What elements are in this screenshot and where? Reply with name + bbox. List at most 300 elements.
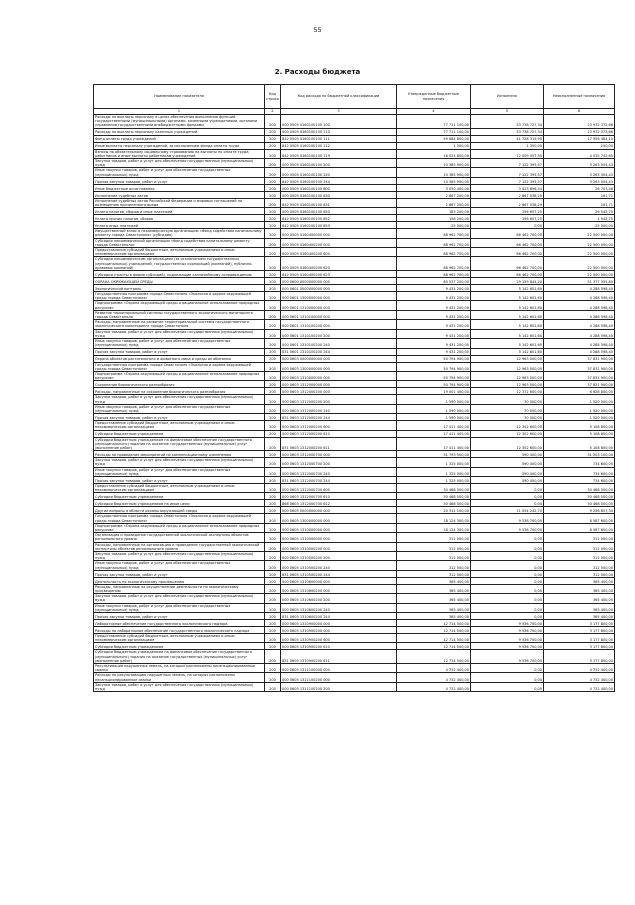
cell-approved: 17 411 400,00	[397, 437, 471, 451]
cell-executed: 70 000,00	[471, 395, 544, 404]
cell-line-code: 200	[265, 584, 281, 593]
table-row	[94, 430, 615, 437]
cell-unexecuted: 161,71	[544, 191, 615, 198]
cell-kbk: 831 0603 1312000700 244	[281, 476, 397, 483]
cell-approved: 1 590 000,00	[397, 404, 471, 413]
cell-line-code: 200	[265, 493, 281, 500]
cell-line-code: 200	[265, 476, 281, 483]
cell-unexecuted: 51 377 355,80	[544, 278, 615, 285]
cell-approved: 10 385 900,00	[397, 177, 471, 184]
cell-kbk: 000 0603 1300000000 000	[281, 362, 397, 371]
table-header-row	[94, 85, 615, 109]
cell-executed: 66 462 700,00	[471, 248, 544, 257]
cell-executed: 9 536 700,00	[471, 627, 544, 634]
cell-executed: 66 462 700,00	[471, 257, 544, 271]
cell-name: Уплата налогов, сборов и иных платежей	[94, 208, 265, 215]
cell-line-code: 200	[265, 177, 281, 184]
cell-unexecuted: 22 500 000,00	[544, 248, 615, 257]
table-row	[94, 458, 615, 467]
cell-approved: 80 537 200,00	[397, 278, 471, 285]
cell-line-code: 200	[265, 135, 281, 142]
table-row	[94, 388, 615, 395]
cell-line-code: 200	[265, 248, 281, 257]
cell-kbk: 000 0601 0000000000 000	[281, 285, 397, 292]
cell-kbk: 000 0603 1312000200 600	[281, 421, 397, 430]
cell-unexecuted: 26 703,46	[544, 184, 615, 191]
cell-name: Экологический контроль	[94, 285, 265, 292]
cell-kbk: 000 0505 0160100100 800	[281, 184, 397, 191]
cell-name: Имущественный взнос в некоммерческую организацию «Фонд содействия капитальному ремонту города Севастополя» (субсидия)	[94, 229, 265, 238]
cell-kbk: 000 0505 0160100100 100	[281, 115, 397, 129]
cell-kbk: 000 0605 1311100200 200	[281, 682, 397, 691]
cell-approved: 59 684 800,00	[397, 135, 471, 142]
table-row	[94, 603, 615, 612]
cell-unexecuted: 4 732 400,00	[544, 682, 615, 691]
table-row	[94, 362, 615, 371]
cell-name: Иные выплаты персоналу учреждений, за исключением фонда оплаты труда	[94, 142, 265, 149]
cell-executed: 5 142 601,60	[471, 320, 544, 329]
cell-approved: 50 794 900,00	[397, 381, 471, 388]
cell-name: Охрана объектов растительного и животного мира и среды их обитания	[94, 355, 265, 362]
cell-unexecuted: 150,00	[544, 142, 615, 149]
cell-line-code: 200	[265, 421, 281, 430]
cell-kbk: 000 0605 1310900200 000	[281, 627, 397, 634]
cell-name: Иные закупки товаров, работ и услуг для обеспечения государственных (муниципальных) нужд	[94, 467, 265, 476]
table-row	[94, 177, 615, 184]
cell-approved: 365 400,00	[397, 603, 471, 612]
cell-name: Закупка товаров, работ и услуг для обеспечения государственных (муниципальных) нужд	[94, 594, 265, 603]
cell-executed: 66 462 700,00	[471, 229, 544, 238]
cell-kbk: 842 0505 0160100100 852	[281, 215, 397, 222]
cell-kbk: 842 0505 0160100100 244	[281, 177, 397, 184]
cell-executed: 590 400,00	[471, 458, 544, 467]
cell-executed: 5 142 601,60	[471, 310, 544, 319]
table-body	[94, 115, 615, 692]
cell-kbk: 868 0603 1312000700 612	[281, 500, 397, 507]
cell-name: Прочая закупка товаров, работ и услуг	[94, 414, 265, 421]
cell-unexecuted: 6 628 800,00	[544, 388, 615, 395]
cell-approved: 12 714 500,00	[397, 634, 471, 643]
table-row	[94, 371, 615, 380]
cell-approved: 158 200,00	[397, 215, 471, 222]
cell-name: Субсидии бюджетным учреждениям на финансовое обеспечение государственного (муниципального) задания на оказание государственных (муниципальных) услуг (выполнение работ)	[94, 437, 265, 451]
cell-line-code: 200	[265, 561, 281, 570]
cell-kbk: 000 0603 0000000000 000	[281, 355, 397, 362]
cell-name: Исполнение судебных актов	[94, 191, 265, 198]
table-row	[94, 650, 615, 664]
cell-approved: 77 711 100,00	[397, 128, 471, 135]
cell-unexecuted: 3 263 504,43	[544, 168, 615, 177]
table-row	[94, 320, 615, 329]
cell-unexecuted: 31 203 100,00	[544, 451, 615, 458]
cell-approved: 2 867 200,00	[397, 198, 471, 207]
table-row	[94, 613, 615, 620]
cell-kbk: 000 0603 1312000200 240	[281, 404, 397, 413]
section-title: 2. Расходы бюджета	[274, 68, 361, 76]
cell-executed: 0,00	[471, 483, 544, 492]
cell-line-code: 200	[265, 514, 281, 523]
table-row	[94, 159, 615, 168]
cell-name: Субсидии бюджетным учреждениям	[94, 493, 265, 500]
cell-executed: 590 400,00	[471, 467, 544, 476]
table-row	[94, 355, 615, 362]
cell-line-code: 200	[265, 682, 281, 691]
cell-unexecuted: 17 956 484,10	[544, 135, 615, 142]
cell-approved: 1 325 000,00	[397, 476, 471, 483]
cell-kbk: 000 0601 1310100000 000	[281, 310, 397, 319]
cell-approved: 365 400,00	[397, 577, 471, 584]
table-row	[94, 507, 615, 514]
column-number: 6	[544, 109, 615, 115]
cell-name: Государственная программа города Севастополя «Экология и охрана окружающей среды города Севастополя»	[94, 514, 265, 523]
cell-name: Закупка товаров, работ и услуг для обеспечения государственных (муниципальных) нужд	[94, 458, 265, 467]
cell-name: Субсидия некоммерческой организации «Фонд содействия капитальному ремонту города Севастополя»	[94, 238, 265, 247]
cell-kbk: 000 0605 1310500000 000	[281, 533, 397, 542]
cell-approved: 365 400,00	[397, 594, 471, 603]
cell-approved: 12 714 500,00	[397, 627, 471, 634]
cell-line-code: 200	[265, 570, 281, 577]
cell-unexecuted: 312 000,00	[544, 561, 615, 570]
table-row	[94, 191, 615, 198]
cell-executed: 66 462 700,00	[471, 271, 544, 278]
cell-approved: 50 794 900,00	[397, 371, 471, 380]
cell-kbk: 831 0605 1310900200 611	[281, 650, 397, 664]
cell-name: Иные закупки товаров, работ и услуг для обеспечения государственных (муниципальных) нужд	[94, 168, 265, 177]
cell-unexecuted: 4 288 598,40	[544, 292, 615, 301]
cell-approved: 3 050 400,00	[397, 184, 471, 191]
cell-line-code: 200	[265, 673, 281, 682]
table-row	[94, 395, 615, 404]
cell-name: Иные закупки товаров, работ и услуг для обеспечения государственных (муниципальных) нужд	[94, 561, 265, 570]
cell-approved: 4 732 400,00	[397, 682, 471, 691]
cell-approved: 17 411 400,00	[397, 421, 471, 430]
table-row	[94, 292, 615, 301]
cell-line-code: 200	[265, 208, 281, 215]
cell-kbk: 000 0505 0160400200 600	[281, 248, 397, 257]
cell-line-code: 200	[265, 310, 281, 319]
cell-name: Фонд оплаты труда учреждений	[94, 135, 265, 142]
cell-line-code: 200	[265, 238, 281, 247]
cell-executed: 0,00	[471, 551, 544, 560]
cell-kbk: 000 0603 1312000700 240	[281, 467, 397, 476]
cell-executed: 66 462 700,00	[471, 238, 544, 247]
cell-executed: 1 350,00	[471, 142, 544, 149]
cell-approved: 88 962 700,00	[397, 229, 471, 238]
cell-executed: 29 159 844,20	[471, 278, 544, 285]
cell-executed: 5 142 601,60	[471, 329, 544, 338]
table-row	[94, 128, 615, 135]
cell-unexecuted: 37 831 900,00	[544, 362, 615, 371]
cell-kbk: 842 0505 0160100100 112	[281, 142, 397, 149]
cell-line-code: 200	[265, 320, 281, 329]
cell-executed: 9 536 700,00	[471, 650, 544, 664]
cell-line-code: 200	[265, 149, 281, 158]
cell-kbk: 831 0605 1310500200 244	[281, 570, 397, 577]
cell-executed: 5 142 601,60	[471, 348, 544, 355]
cell-unexecuted: 4 288 598,40	[544, 310, 615, 319]
cell-name: Взносы по обязательному социальному страхованию на выплаты по оплате труда работников и иные выплаты работникам учреждений	[94, 149, 265, 158]
cell-line-code: 200	[265, 159, 281, 168]
cell-kbk: 000 0605 1310600000 000	[281, 577, 397, 584]
cell-executed: 9 536 700,00	[471, 620, 544, 627]
cell-executed: 53 738 727,34	[471, 115, 544, 129]
header-approved: Утвержденные бюджетные назначения	[397, 85, 471, 109]
cell-executed: 0,00	[471, 682, 544, 691]
cell-line-code: 200	[265, 523, 281, 532]
cell-approved: 88 962 700,00	[397, 238, 471, 247]
cell-name: Прочая закупка товаров, работ и услуг	[94, 570, 265, 577]
cell-unexecuted: 37 831 900,00	[544, 371, 615, 380]
cell-name: Субсидии бюджетным учреждениям на иные цели	[94, 500, 265, 507]
cell-line-code: 200	[265, 395, 281, 404]
cell-line-code: 200	[265, 128, 281, 135]
cell-executed: 2 867 038,29	[471, 191, 544, 198]
cell-line-code: 200	[265, 329, 281, 338]
cell-line-code: 200	[265, 184, 281, 191]
cell-approved: 77 711 100,00	[397, 115, 471, 129]
cell-approved: 88 962 700,00	[397, 271, 471, 278]
cell-unexecuted: 4 732 400,00	[544, 673, 615, 682]
cell-kbk: 000 0605 1310500200 200	[281, 551, 397, 560]
table-row	[94, 634, 615, 643]
cell-line-code: 200	[265, 362, 281, 371]
cell-line-code: 200	[265, 381, 281, 388]
cell-approved: 9 431 200,00	[397, 285, 471, 292]
cell-executed: 0,00	[471, 561, 544, 570]
cell-kbk: 000 0603 1312000200 610	[281, 430, 397, 437]
cell-kbk: 000 0605 1311100000 000	[281, 664, 397, 673]
table-row	[94, 643, 615, 650]
cell-kbk: 000 0603 1312000700 600	[281, 483, 397, 492]
cell-unexecuted: 4 288 598,40	[544, 339, 615, 348]
cell-kbk: 000 0601 1300000000 000	[281, 292, 397, 301]
cell-line-code: 200	[265, 229, 281, 238]
table-row	[94, 451, 615, 458]
cell-name: Закупка товаров, работ и услуг для обеспечения государственных (муниципальных) нужд	[94, 395, 265, 404]
cell-unexecuted: 3 177 800,00	[544, 627, 615, 634]
cell-kbk: 000 0605 0000000000 000	[281, 507, 397, 514]
cell-line-code: 200	[265, 634, 281, 643]
column-number: 2	[265, 109, 281, 115]
cell-executed: 0,00	[471, 493, 544, 500]
cell-kbk: 000 0505 0160400200 620	[281, 257, 397, 271]
cell-approved: 312 000,00	[397, 551, 471, 560]
cell-line-code: 200	[265, 388, 281, 395]
cell-kbk: 000 0603 1312000700 000	[281, 451, 397, 458]
cell-name: Уплата иных платежей	[94, 222, 265, 229]
table-row	[94, 271, 615, 278]
cell-unexecuted: 25 000,00	[544, 222, 615, 229]
cell-unexecuted: 365 400,00	[544, 594, 615, 603]
table-row	[94, 514, 615, 523]
cell-executed: 156 657,25	[471, 208, 544, 215]
table-row	[94, 285, 615, 292]
table-row	[94, 229, 615, 238]
cell-kbk: 000 0605 1310600200 200	[281, 594, 397, 603]
table-row	[94, 310, 615, 319]
cell-line-code: 200	[265, 542, 281, 551]
cell-unexecuted: 1 542,75	[544, 215, 615, 222]
cell-name: Предоставление субсидий бюджетным, автономным учреждениям и иным некоммерческим организациям	[94, 483, 265, 492]
cell-kbk: 000 0505 0160400000 000	[281, 229, 397, 238]
cell-unexecuted: 365 400,00	[544, 577, 615, 584]
cell-executed: 5 142 601,60	[471, 301, 544, 310]
cell-name: Предоставление субсидий бюджетным, автономным учреждениям и иным некоммерческим организациям	[94, 421, 265, 430]
table-row	[94, 523, 615, 532]
cell-executed: 0,00	[471, 613, 544, 620]
cell-unexecuted: 23 972 372,66	[544, 128, 615, 135]
cell-kbk: 842 0505 0160400200 623	[281, 271, 397, 278]
cell-line-code: 200	[265, 627, 281, 634]
cell-kbk: 842 0505 0160100100 111	[281, 135, 397, 142]
cell-name: Субсидии бюджетным учреждениям	[94, 430, 265, 437]
cell-executed: 12 963 000,00	[471, 355, 544, 362]
cell-line-code: 200	[265, 551, 281, 560]
cell-kbk: 000 0605 1310500200 240	[281, 561, 397, 570]
cell-approved: 25 000,00	[397, 222, 471, 229]
cell-executed: 590 400,00	[471, 451, 544, 458]
table-row	[94, 664, 615, 673]
cell-kbk: 000 0601 1310100200 200	[281, 329, 397, 338]
cell-unexecuted: 4 288 598,40	[544, 320, 615, 329]
cell-approved: 2 867 200,00	[397, 191, 471, 198]
cell-name: Иные закупки товаров, работ и услуг для обеспечения государственных (муниципальных) нужд	[94, 339, 265, 348]
table-row	[94, 184, 615, 191]
cell-approved: 18 124 300,00	[397, 514, 471, 523]
table-row	[94, 208, 615, 215]
table-row	[94, 627, 615, 634]
cell-unexecuted: 4 288 598,40	[544, 329, 615, 338]
header-unexecuted: Неисполненные назначения	[544, 85, 615, 109]
cell-approved: 1 590 000,00	[397, 414, 471, 421]
cell-kbk: 842 0505 0160100100 119	[281, 149, 397, 158]
table-row	[94, 329, 615, 338]
cell-line-code: 200	[265, 664, 281, 673]
table-row	[94, 476, 615, 483]
cell-unexecuted: 312 000,00	[544, 570, 615, 577]
table-row	[94, 570, 615, 577]
cell-executed: 9 536 700,00	[471, 634, 544, 643]
cell-executed: 5 142 601,60	[471, 292, 544, 301]
cell-name: Расходы на выплаты персоналу в целях обеспечения выполнения функций государственными (муниципальными) органами, казенными учреждениями, органами управления государственными внебюджетными фондами	[94, 115, 265, 129]
cell-unexecuted: 30 468 500,00	[544, 483, 615, 492]
cell-kbk: 000 0603 1312000200 000	[281, 388, 397, 395]
cell-name: Организация и проведение государственной экологической экспертизы объектов регионального уровня	[94, 533, 265, 542]
cell-line-code: 200	[265, 507, 281, 514]
cell-name: Развитие территориальной системы государственного экологического мониторинга города Севастополя	[94, 310, 265, 319]
table-row	[94, 215, 615, 222]
cell-approved: 12 714 500,00	[397, 620, 471, 627]
cell-line-code: 200	[265, 339, 281, 348]
cell-approved: 1 325 000,00	[397, 467, 471, 476]
cell-line-code: 200	[265, 620, 281, 627]
cell-name: Расходы на лабораторное обеспечение государственного экологического надзора	[94, 627, 265, 634]
cell-executed: 11 054 242,70	[471, 507, 544, 514]
table-row	[94, 561, 615, 570]
cell-kbk: 000 0601 1310000000 000	[281, 301, 397, 310]
table-row	[94, 142, 615, 149]
table-row	[94, 278, 615, 285]
cell-approved: 10 385 900,00	[397, 168, 471, 177]
cell-line-code: 200	[265, 437, 281, 451]
cell-approved: 88 962 700,00	[397, 248, 471, 257]
cell-name: Закупка товаров, работ и услуг для обеспечения государственных (муниципальных) нужд	[94, 682, 265, 691]
cell-approved: 17 411 400,00	[397, 430, 471, 437]
cell-kbk: 842 0505 0160100100 853	[281, 222, 397, 229]
cell-unexecuted: 312 000,00	[544, 533, 615, 542]
cell-approved: 1 590 000,00	[397, 395, 471, 404]
cell-approved: 312 000,00	[397, 570, 471, 577]
cell-kbk: 000 0605 1310000000 000	[281, 523, 397, 532]
cell-approved: 4 732 400,00	[397, 664, 471, 673]
table-row	[94, 577, 615, 584]
table-row	[94, 437, 615, 451]
cell-line-code: 200	[265, 458, 281, 467]
cell-unexecuted: 3 263 504,43	[544, 159, 615, 168]
cell-unexecuted: 1 520 000,00	[544, 414, 615, 421]
cell-executed: 0,00	[471, 533, 544, 542]
cell-executed: 9 536 700,00	[471, 643, 544, 650]
table-row	[94, 421, 615, 430]
cell-kbk: 000 0605 1310900200 610	[281, 643, 397, 650]
cell-executed: 0,00	[471, 577, 544, 584]
cell-line-code: 200	[265, 215, 281, 222]
cell-line-code: 200	[265, 292, 281, 301]
cell-executed: 12 372 600,00	[471, 388, 544, 395]
cell-name: Расходы на рекультивацию нарушенных земель, на которых расположены несанкционированные свалки	[94, 673, 265, 682]
cell-unexecuted: 4 732 400,00	[544, 664, 615, 673]
cell-kbk: 000 0603 1310000000 000	[281, 371, 397, 380]
table-row	[94, 168, 615, 177]
cell-approved: 88 962 700,00	[397, 257, 471, 271]
cell-kbk: 000 0605 1310900000 000	[281, 620, 397, 627]
cell-name: Прочая закупка товаров, работ и услуг	[94, 476, 265, 483]
cell-kbk: 000 0603 1312000000 000	[281, 381, 397, 388]
cell-line-code: 200	[265, 577, 281, 584]
cell-executed: 9 536 700,00	[471, 514, 544, 523]
cell-unexecuted: 8 587 600,00	[544, 523, 615, 532]
cell-line-code: 200	[265, 348, 281, 355]
cell-executed: 0,00	[471, 500, 544, 507]
cell-line-code: 200	[265, 355, 281, 362]
cell-executed: 0,00	[471, 584, 544, 593]
cell-executed: 53 738 727,34	[471, 128, 544, 135]
cell-approved: 50 794 900,00	[397, 355, 471, 362]
cell-approved: 9 431 200,00	[397, 339, 471, 348]
cell-name: Государственная программа города Севастополя «Экология и охрана окружающей среды города Севастополя»	[94, 292, 265, 301]
cell-kbk: 000 0603 1312000700 610	[281, 493, 397, 500]
cell-kbk: 000 0505 0160100100 240	[281, 168, 397, 177]
cell-kbk: 000 0605 1310900200 600	[281, 634, 397, 643]
cell-line-code: 200	[265, 613, 281, 620]
cell-kbk: 000 0603 1312000700 200	[281, 458, 397, 467]
cell-unexecuted: 30 468 500,00	[544, 493, 615, 500]
cell-unexecuted: 312 000,00	[544, 551, 615, 560]
column-number: 3	[281, 109, 397, 115]
table-row	[94, 149, 615, 158]
cell-unexecuted: 365 400,00	[544, 613, 615, 620]
cell-unexecuted: 5 108 800,00	[544, 430, 615, 437]
cell-kbk: 000 0605 1310600200 240	[281, 603, 397, 612]
cell-line-code: 200	[265, 142, 281, 149]
cell-name: Расходы, направленные на организацию и проведение государственной экологической экспертизы объектов регионального уровня	[94, 542, 265, 551]
table-row	[94, 483, 615, 492]
cell-executed: 0,00	[471, 664, 544, 673]
cell-executed: 156 657,25	[471, 215, 544, 222]
cell-executed: 5 142 601,60	[471, 285, 544, 292]
cell-kbk: 000 0600 0000000000 000	[281, 278, 397, 285]
cell-kbk: 000 0605 1300000000 000	[281, 514, 397, 523]
